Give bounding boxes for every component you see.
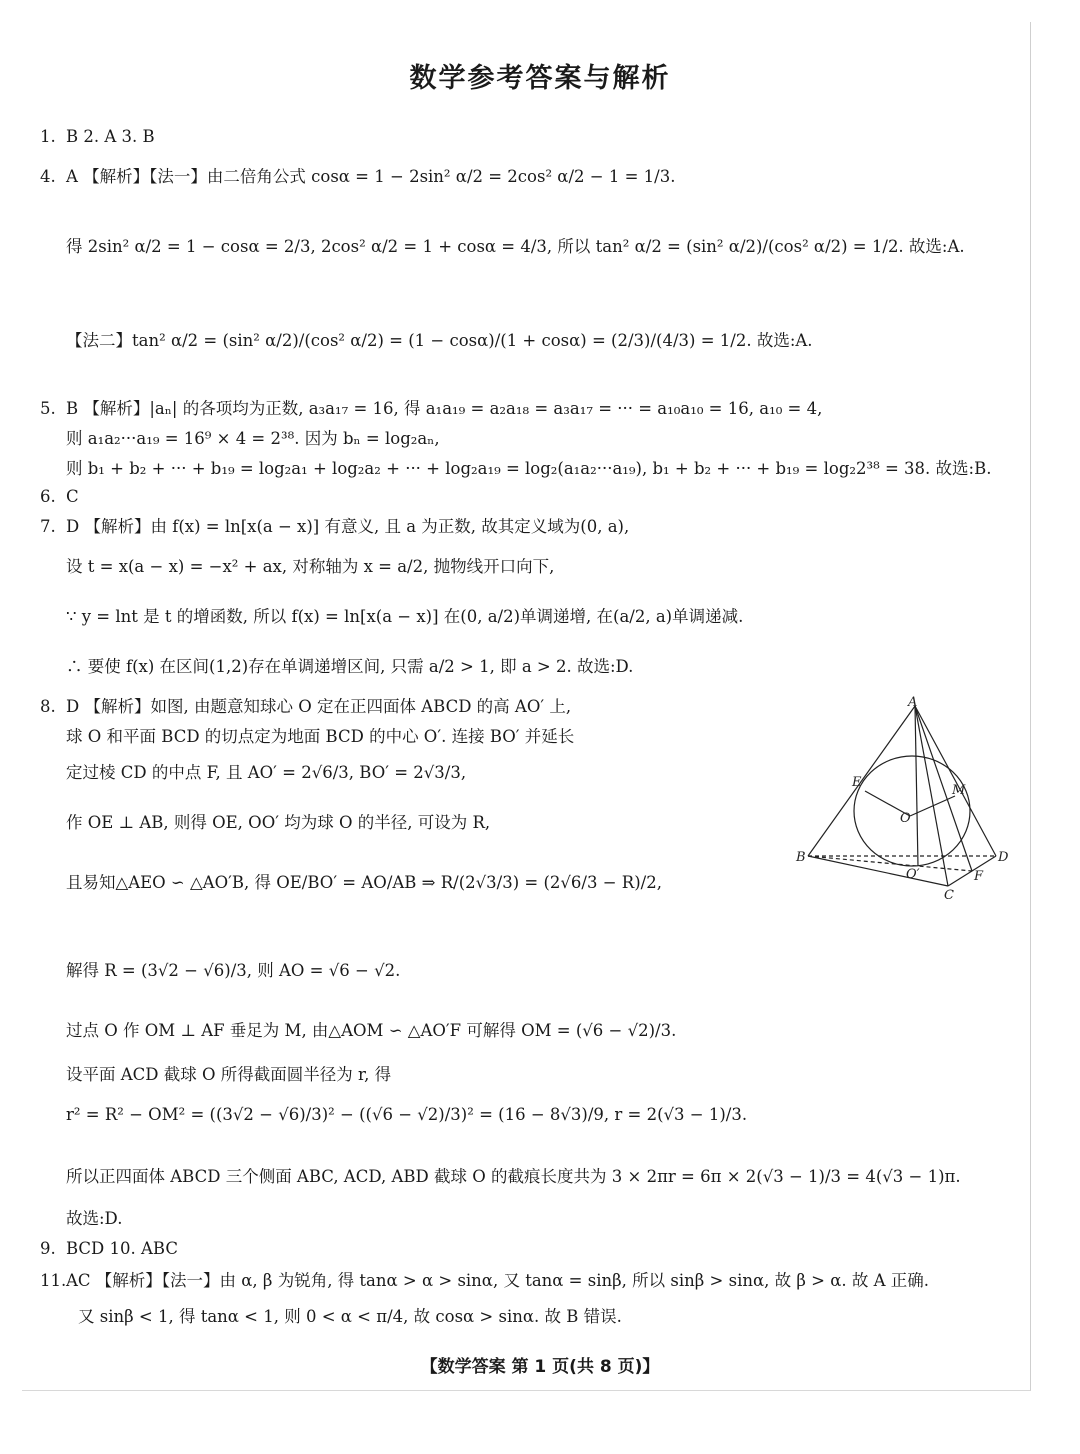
answer-line (40, 126, 155, 148)
label-o-prime: O′ (906, 867, 920, 882)
edge-bc (808, 856, 948, 886)
answer-line (66, 330, 813, 352)
question-number: 4. (40, 167, 56, 186)
answer-text: 故选:D. (66, 1209, 123, 1228)
answer-line (40, 486, 79, 508)
answer-text: 【法二】tan² α/2 = (sin² α/2)/(cos² α/2) = (1 − cosα)/(1 + cosα) = (2/3)/(4/3) = 1/2. 故选:A. (66, 331, 813, 350)
answer-line (66, 236, 965, 258)
answer-line (40, 166, 675, 188)
label-m: M (952, 783, 966, 798)
answer-line (66, 1020, 676, 1042)
answer-text: 设 t = x(a − x) = −x² + ax, 对称轴为 x = a/2, 抛物线开口向下, (66, 557, 555, 576)
answer-text: 过点 O 作 OM ⊥ AF 垂足为 M, 由△AOM ∽ △AO′F 可解得 OM = (√6 − √2)/3. (66, 1021, 677, 1040)
answer-text: B 2. A 3. B (66, 127, 155, 146)
answer-text: D 【解析】由 f(x) = ln[x(a − x)] 有意义, 且 a 为正数, 故其定义域为(0, a), (66, 517, 630, 536)
page-footer: 【数学答案 第 1 页(共 8 页)】 (420, 1357, 660, 1377)
answer-line (66, 726, 574, 748)
label-c: C (944, 888, 954, 903)
label-a: A (908, 695, 918, 710)
label-d: D (998, 850, 1009, 865)
answer-text: 得 2sin² α/2 = 1 − cosα = 2/3, 2cos² α/2 = 1 + cosα = 4/3, 所以 tan² α/2 = (sin² α/2)/(cos² α/2) = 1/2. 故选:A. (66, 237, 965, 256)
answer-text: r² = R² − OM² = ((3√2 − √6)/3)² − ((√6 − √2)/3)² = (16 − 8√3)/9, r = 2(√3 − 1)/3. (66, 1105, 748, 1124)
answer-line (66, 656, 633, 678)
line-bf (808, 856, 972, 871)
answer-line (40, 516, 629, 538)
answer-text: AC 【解析】【法一】由 α, β 为锐角, 得 tanα > α > sinα, 又 tanα = sinβ, 所以 sinβ > sinα, 故 β > α. 故 A 正确. (66, 1271, 929, 1290)
answer-text: 则 a₁a₂···a₁₉ = 16⁹ × 4 = 2³⁸. 因为 bₙ = log₂aₙ, (66, 429, 440, 448)
answer-line (40, 1270, 929, 1292)
answer-line (66, 960, 400, 982)
answer-line (66, 872, 662, 894)
answer-line (66, 762, 466, 784)
answer-line (40, 398, 822, 420)
answer-text: 球 O 和平面 BCD 的切点定为地面 BCD 的中心 O′. 连接 BO′ 并延长 (66, 727, 575, 746)
label-b: B (796, 850, 806, 865)
answer-text: ∵ y = lnt 是 t 的增函数, 所以 f(x) = ln[x(a − x)] 在(0, a/2)单调递增, 在(a/2, a)单调递减. (66, 607, 744, 626)
page-title: 数学参考答案与解析 (409, 63, 671, 94)
question-number: 8. (40, 697, 56, 716)
answer-text: 解得 R = (3√2 − √6)/3, 则 AO = √6 − √2. (66, 961, 401, 980)
answer-line (66, 1064, 391, 1086)
label-f: F (974, 869, 984, 884)
answer-line (66, 812, 490, 834)
edge-ab (808, 706, 915, 856)
edge-ac (915, 706, 948, 886)
answer-line (78, 1306, 622, 1328)
answer-text: 定过棱 CD 的中点 F, 且 AO′ = 2√6/3, BO′ = 2√3/3, (66, 763, 467, 782)
answer-text: D 【解析】如图, 由题意知球心 O 定在正四面体 ABCD 的高 AO′ 上, (66, 697, 572, 716)
question-number: 1. (40, 127, 56, 146)
answer-line (66, 1104, 747, 1126)
question-number: 7. (40, 517, 56, 536)
question-number: 9. (40, 1239, 56, 1258)
answer-line (66, 428, 440, 450)
answer-line (66, 556, 554, 578)
question-number: 11. (40, 1271, 67, 1290)
inscribed-sphere (854, 756, 970, 866)
height-ao2 (915, 706, 918, 866)
edge-ad (915, 706, 996, 856)
answer-text: 所以正四面体 ABCD 三个侧面 ABC, ACD, ABD 截球 O 的截痕长度共为 3 × 2πr = 6π × 2(√3 − 1)/3 = 4(√3 − 1)π. (66, 1167, 961, 1186)
answer-text: A 【解析】【法一】由二倍角公式 cosα = 1 − 2sin² α/2 = 2cos² α/2 − 1 = 1/3. (66, 167, 676, 186)
answer-text: C (66, 487, 79, 506)
label-o: O (900, 811, 911, 826)
answer-text: BCD 10. ABC (66, 1239, 178, 1258)
answer-text: B 【解析】|aₙ| 的各项均为正数, a₃a₁₇ = 16, 得 a₁a₁₉ = a₂a₁₈ = a₃a₁₇ = ··· = a₁₀a₁₀ = 16, a₁₀ = 4, (66, 399, 823, 418)
answer-text: 作 OE ⊥ AB, 则得 OE, OO′ 均为球 O 的半径, 可设为 R, (66, 813, 491, 832)
answer-text: 又 sinβ < 1, 得 tanα < 1, 则 0 < α < π/4, 故 cosα > sinα. 故 B 错误. (78, 1307, 622, 1326)
answer-line (40, 1238, 178, 1260)
tetrahedron-figure (796, 695, 1020, 906)
answer-line (66, 1208, 122, 1230)
answer-line (66, 606, 743, 628)
answer-line (40, 696, 571, 718)
label-e: E (852, 775, 862, 790)
question-number: 6. (40, 487, 56, 506)
question-number: 5. (40, 399, 56, 418)
answer-line (66, 458, 991, 480)
answer-text: ∴ 要使 f(x) 在区间(1,2)存在单调递增区间, 只需 a/2 > 1, 即 a > 2. 故选:D. (66, 657, 634, 676)
answer-text: 且易知△AEO ∽ △AO′B, 得 OE/BO′ = AO/AB ⇒ R/(2√3/3) = (2√6/3 − R)/2, (66, 873, 662, 892)
answer-text: 设平面 ACD 截球 O 所得截面圆半径为 r, 得 (66, 1065, 392, 1084)
answer-line (66, 1166, 961, 1188)
answer-text: 则 b₁ + b₂ + ··· + b₁₉ = log₂a₁ + log₂a₂ + ··· + log₂a₁₉ = log₂(a₁a₂···a₁₉), b₁ + b₂ + ··· + b₁₉ = log₂2³⁸ = 38. 故选:B. (66, 459, 992, 478)
